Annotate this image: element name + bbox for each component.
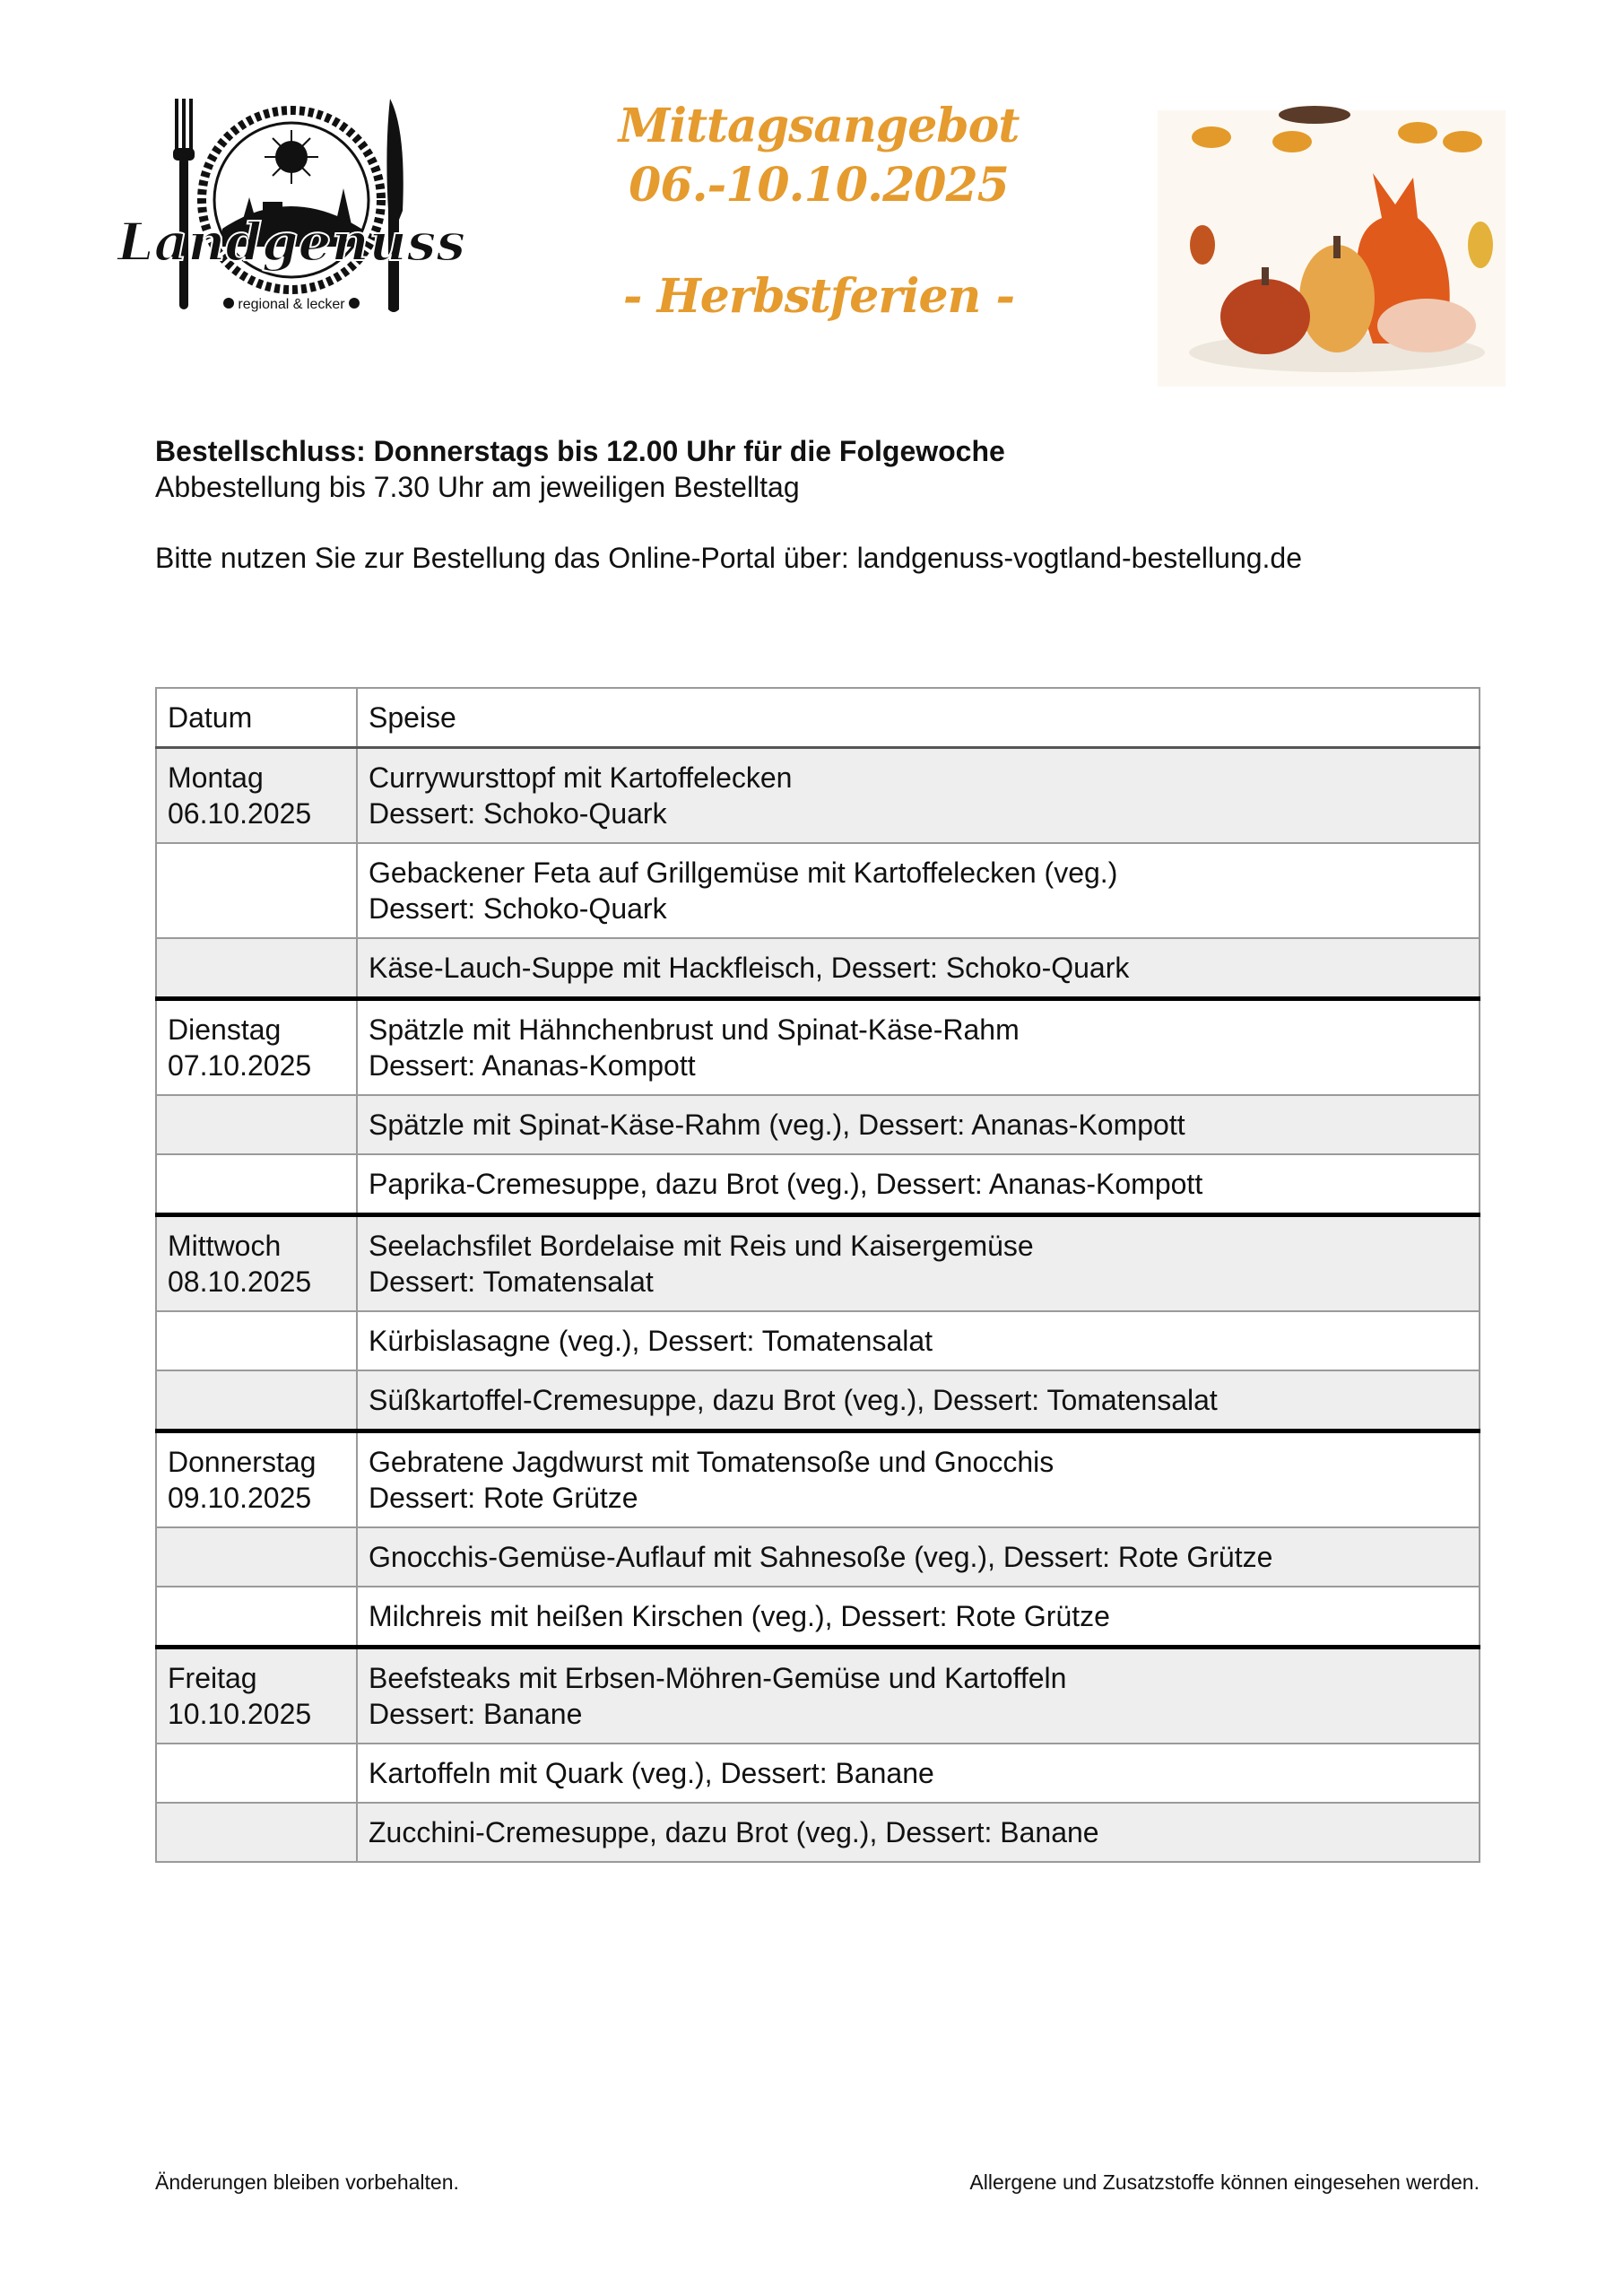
meal-name: Spätzle mit Hähnchenbrust und Spinat-Käse-Rahm — [369, 1013, 1020, 1046]
table-row — [156, 1648, 1480, 1744]
date-cell — [156, 1803, 357, 1862]
meal-name: Zucchini-Cremesuppe, dazu Brot (veg.), Dessert: Banane — [369, 1816, 1099, 1848]
header-speise: Speise — [357, 688, 1480, 748]
table-row — [156, 1587, 1480, 1648]
table-row — [156, 1744, 1480, 1803]
cancellation-note: Abbestellung bis 7.30 Uhr am jeweiligen Bestelltag — [155, 471, 800, 503]
weekday: Freitag — [168, 1662, 257, 1694]
meal-name: Milchreis mit heißen Kirschen (veg.), Dessert: Rote Grütze — [369, 1600, 1110, 1632]
date-cell — [156, 1370, 357, 1431]
meal-dessert: Dessert: Tomatensalat — [369, 1265, 654, 1298]
table-row — [156, 1431, 1480, 1528]
date: 07.10.2025 — [168, 1049, 312, 1082]
table-row — [156, 999, 1480, 1096]
meal-name: Käse-Lauch-Suppe mit Hackfleisch, Dessert: Schoko-Quark — [369, 952, 1130, 984]
date-cell — [156, 1587, 357, 1648]
meal-name: Kartoffeln mit Quark (veg.), Dessert: Banane — [369, 1757, 934, 1789]
meal-name: Gebratene Jagdwurst mit Tomatensoße und Gnocchis — [369, 1446, 1055, 1478]
meal-cell — [357, 1215, 1480, 1312]
menu-table — [155, 687, 1480, 1863]
table-header-row — [156, 688, 1480, 748]
header-datum: Datum — [156, 688, 357, 748]
autumn-fox-illustration — [1158, 110, 1506, 387]
date-range: 06.-10.10.2025 — [629, 158, 1009, 213]
date-cell — [156, 1648, 357, 1744]
meal-cell — [357, 1370, 1480, 1431]
weekday: Montag — [168, 761, 264, 794]
meal-cell — [357, 1431, 1480, 1528]
meal-name: Beefsteaks mit Erbsen-Möhren-Gemüse und Kartoffeln — [369, 1662, 1067, 1694]
meal-dessert: Dessert: Schoko-Quark — [369, 892, 667, 925]
meal-dessert: Dessert: Ananas-Kompott — [369, 1049, 696, 1082]
table-row — [156, 1370, 1480, 1431]
date: 06.10.2025 — [168, 797, 312, 830]
order-deadline: Bestellschluss: Donnerstags bis 12.00 Uhr für die Folgewoche — [155, 435, 1005, 467]
date-cell — [156, 938, 357, 999]
logo-text: Landgenuss — [117, 212, 466, 273]
date-cell — [156, 748, 357, 844]
date-cell — [156, 1527, 357, 1587]
meal-cell — [357, 1803, 1480, 1862]
meal-cell — [357, 1311, 1480, 1370]
footer-left: Änderungen bleiben vorbehalten. — [155, 2170, 459, 2194]
meal-cell — [357, 1587, 1480, 1648]
date-cell — [156, 1311, 357, 1370]
meal-name: Kürbislasagne (veg.), Dessert: Tomatensalat — [369, 1325, 933, 1357]
meal-name: Seelachsfilet Bordelaise mit Reis und Kaisergemüse — [369, 1230, 1034, 1262]
meal-name: Süßkartoffel-Cremesuppe, dazu Brot (veg.), Dessert: Tomatensalat — [369, 1384, 1218, 1416]
table-row — [156, 1311, 1480, 1370]
weekday: Donnerstag — [168, 1446, 317, 1478]
meal-cell — [357, 1744, 1480, 1803]
table-row — [156, 938, 1480, 999]
meal-name: Gebackener Feta auf Grillgemüse mit Kartoffelecken (veg.) — [369, 857, 1118, 889]
date-cell — [156, 1154, 357, 1215]
meal-name: Spätzle mit Spinat-Käse-Rahm (veg.), Dessert: Ananas-Kompott — [369, 1109, 1185, 1141]
meal-cell — [357, 1154, 1480, 1215]
meal-name: Paprika-Cremesuppe, dazu Brot (veg.), Dessert: Ananas-Kompott — [369, 1168, 1203, 1200]
table-row — [156, 748, 1480, 844]
date-cell — [156, 1215, 357, 1312]
table-row — [156, 1215, 1480, 1312]
date-cell — [156, 1431, 357, 1528]
page-title: Mittagsangebot — [618, 99, 1020, 153]
meal-cell — [357, 748, 1480, 844]
weekday: Dienstag — [168, 1013, 282, 1046]
date: 08.10.2025 — [168, 1265, 312, 1298]
footer-right: Allergene und Zusatzstoffe können eingesehen werden. — [969, 2170, 1480, 2194]
meal-cell — [357, 999, 1480, 1096]
table-row — [156, 1154, 1480, 1215]
meal-cell — [357, 1648, 1480, 1744]
meal-dessert: Dessert: Banane — [369, 1698, 583, 1730]
table-row — [156, 1803, 1480, 1862]
date: 09.10.2025 — [168, 1482, 312, 1514]
table-row — [156, 1095, 1480, 1154]
meal-name: Currywursttopf mit Kartoffelecken — [369, 761, 793, 794]
meal-name: Gnocchis-Gemüse-Auflauf mit Sahnesoße (veg.), Dessert: Rote Grütze — [369, 1541, 1273, 1573]
landgenuss-logo — [117, 94, 466, 318]
table-row — [156, 843, 1480, 938]
svg-text:regional & lecker: regional & lecker — [238, 297, 345, 312]
portal-note: Bitte nutzen Sie zur Bestellung das Online-Portal über: landgenuss-vogtland-bestellung.de — [155, 542, 1303, 574]
date-cell — [156, 1744, 357, 1803]
date-cell — [156, 843, 357, 938]
meal-cell — [357, 843, 1480, 938]
meal-cell — [357, 1527, 1480, 1587]
meal-cell — [357, 1095, 1480, 1154]
date: 10.10.2025 — [168, 1698, 312, 1730]
table-row — [156, 1527, 1480, 1587]
meal-dessert: Dessert: Rote Grütze — [369, 1482, 638, 1514]
page-subtitle: - Herbstferien - — [622, 269, 1015, 324]
weekday: Mittwoch — [168, 1230, 282, 1262]
meal-cell — [357, 938, 1480, 999]
meal-dessert: Dessert: Schoko-Quark — [369, 797, 667, 830]
date-cell — [156, 1095, 357, 1154]
date-cell — [156, 999, 357, 1096]
